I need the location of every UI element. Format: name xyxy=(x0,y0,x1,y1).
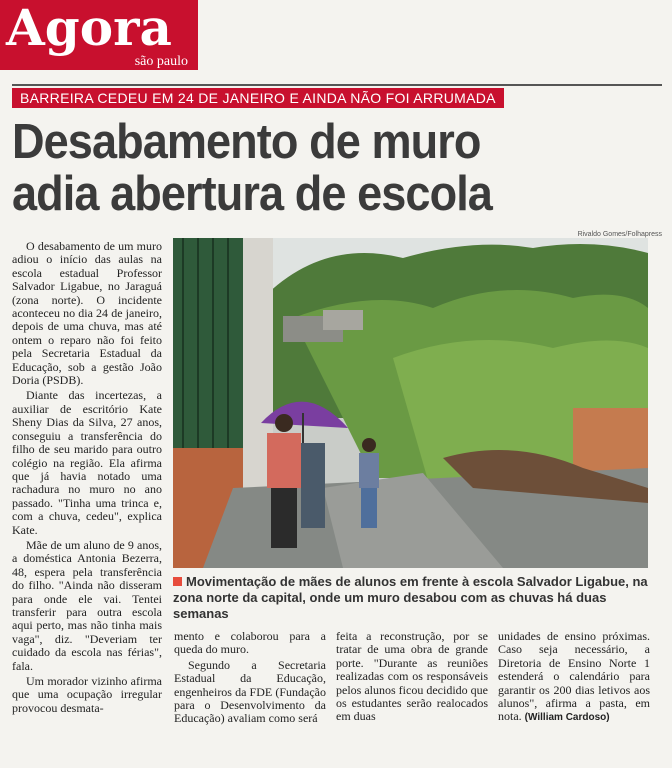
kicker: BARREIRA CEDEU EM 24 DE JANEIRO E AINDA NÃO FOI ARRUMADA xyxy=(12,88,504,108)
article-column-3 xyxy=(336,630,488,726)
author-signature: (William Cardoso) xyxy=(524,712,610,724)
article-column-1 xyxy=(12,240,162,717)
news-photo-illustration xyxy=(173,238,648,568)
photo-caption xyxy=(173,574,653,622)
paragraph: O desabamento de um muro adiou o início das aulas na escola estadual Professor Salvador Ligabue, no Jaraguá (zona norte). O incidente aconteceu no dia 24 de janeiro, depois de uma chuva, mas até ontem o reparo não foi feito pela Secretaria Estadual da Educação, sob a gestão João Doria (PSDB). xyxy=(12,239,162,388)
paragraph xyxy=(498,630,650,725)
article-column-4 xyxy=(498,630,650,727)
headline-line-2: adia abertura de escola xyxy=(12,167,492,221)
paragraph: feita a reconstrução, por se tratar de uma obra de grande porte. "Durante as reuniões realizadas com os responsáveis pelos alunos ficou decidido que os estudantes serão realocados em duas xyxy=(336,629,488,724)
paragraph: mento e colaborou para a queda do muro. xyxy=(174,629,326,657)
article-column-2 xyxy=(174,630,326,728)
photo-credit: Rivaldo Gomes/Folhapress xyxy=(577,231,662,238)
masthead-logo xyxy=(0,0,198,70)
paragraph: Um morador vizinho afirma que uma ocupação irregular provocou desmata- xyxy=(12,674,162,715)
paragraph: Mãe de um aluno de 9 anos, a doméstica Antonia Bezerra, 48, espera pela transferência do filho. "Ainda não disseram para onde ele vai. Tentei transferir para outra escola aqui perto, mas não tinha mais vaga", diz. "Deveriam ter cuidado da escola nas férias", fala. xyxy=(12,537,162,673)
caption-marker xyxy=(173,577,182,586)
paragraph: Segundo a Secretaria Estadual da Educação, engenheiros da FDE (Fundação para o Desenvolvimento da Educação) avaliam como será xyxy=(174,657,326,726)
news-photo xyxy=(173,238,648,568)
paragraph-text: unidades de ensino próximas. Caso seja necessário, a Diretoria de Ensino Norte 1 estenderá o calendário para garantir os 200 dias letivos aos alunos", afirma a pasta, em nota. xyxy=(498,629,650,724)
top-rule xyxy=(12,84,662,86)
masthead-name: Agora xyxy=(6,0,172,57)
masthead-subname: são paulo xyxy=(134,54,188,69)
paragraph: Diante das incertezas, a auxiliar de escritório Kate Sheny Dias da Silva, 27 anos, conseguiu a transferência do filho de seu marido para outro colégio na região. Ela afirma que já havia notado uma rachadura no muro no ano passado. "Tinha uma trinca e, com a chuva, cedeu", explica Kate. xyxy=(12,388,162,537)
caption-text: Movimentação de mães de alunos em frente à escola Salvador Ligabue, na zona norte da capital, onde um muro desabou com as chuvas há duas semanas xyxy=(173,574,648,621)
headline xyxy=(12,116,610,220)
headline-line-1: Desabamento de muro xyxy=(12,115,481,169)
